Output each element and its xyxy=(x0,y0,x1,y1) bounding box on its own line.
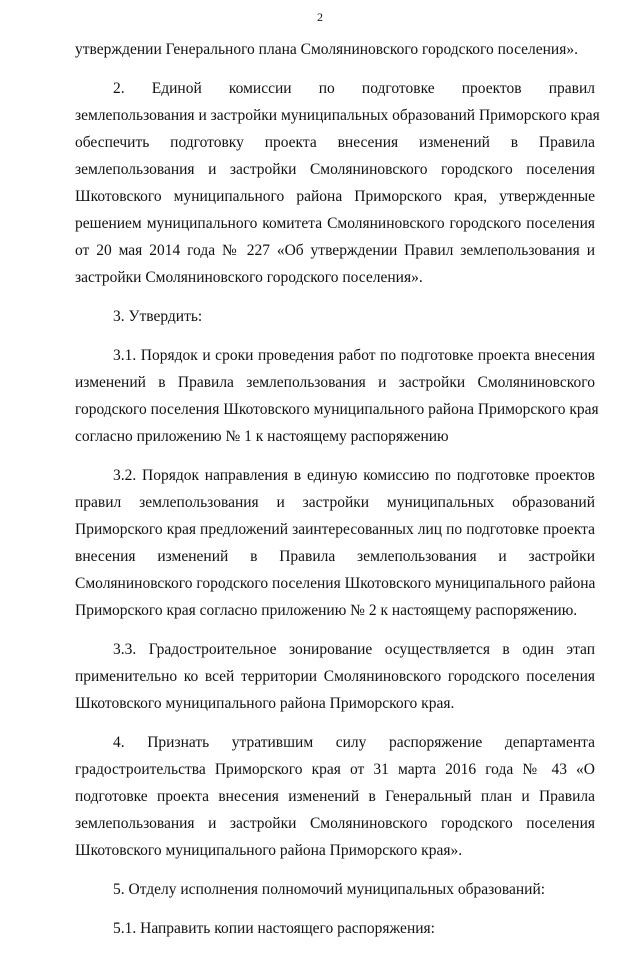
text-line: Смоляниновского городского поселения Шкотовского муниципального района xyxy=(75,575,596,592)
text-line: изменений в Правила землепользования и застройки Смоляниновского xyxy=(75,374,595,391)
text-line: Шкотовского муниципального района Приморского края, утвержденные xyxy=(75,188,595,205)
text-line: градостроительства Приморского края от 31 марта 2016 года № 43 «О xyxy=(75,761,595,778)
text-line: подготовке проекта внесения изменений в Генеральный план и Правила xyxy=(75,788,595,805)
text-line: согласно приложению № 1 к настоящему распоряжению xyxy=(75,428,449,445)
text-line: Шкотовского муниципального района Приморского края. xyxy=(75,695,455,712)
document-body xyxy=(75,36,600,954)
text-line: 3. Утвердить: xyxy=(113,308,203,325)
text-line: правил землепользования и застройки муниципальных образований xyxy=(75,494,595,511)
paragraph xyxy=(75,729,595,864)
text-line: от 20 мая 2014 года № 227 «Об утверждении Правил землепользования и xyxy=(75,242,595,259)
text-line: Приморского края предложений заинтересованных лиц по подготовке проекта xyxy=(75,521,595,538)
text-line: 5. Отделу исполнения полномочий муниципальных образований: xyxy=(113,881,546,898)
text-line: 3.1. Порядок и сроки проведения работ по подготовке проекта внесения xyxy=(113,347,595,364)
text-line: городского поселения Шкотовского муниципального района Приморского края xyxy=(75,401,599,418)
text-line: обеспечить подготовку проекта внесения изменений в Правила xyxy=(75,134,595,151)
paragraph xyxy=(75,303,595,330)
text-line: землепользования и застройки Смоляниновского городского поселения xyxy=(75,161,595,178)
text-line: применительно ко всей территории Смоляниновского городского поселения xyxy=(75,668,595,685)
text-line: 5.1. Направить копии настоящего распоряжения: xyxy=(113,920,435,937)
text-line: 3.2. Порядок направления в единую комиссию по подготовке проектов xyxy=(113,467,595,484)
text-line: 2. Единой комиссии по подготовке проектов правил xyxy=(113,80,595,97)
text-line: землепользования и застройки муниципальных образований Приморского края xyxy=(75,107,600,124)
paragraph xyxy=(75,876,595,903)
text-line: Приморского края согласно приложению № 2 к настоящему распоряжению. xyxy=(75,602,578,619)
text-line: решением муниципального комитета Смоляниновского городского поселения xyxy=(75,215,595,232)
paragraph xyxy=(75,462,595,624)
paragraph xyxy=(75,636,595,717)
paragraph xyxy=(75,915,595,942)
text-line: землепользования и застройки Смоляниновского городского поселения xyxy=(75,815,595,832)
text-line: утверждении Генерального плана Смоляниновского городского поселения». xyxy=(75,41,578,58)
text-line: Шкотовского муниципального района Приморского края». xyxy=(75,842,463,859)
paragraph xyxy=(75,342,599,450)
text-line: 3.3. Градостроительное зонирование осуществляется в один этап xyxy=(113,641,595,658)
text-line: застройки Смоляниновского городского поселения». xyxy=(75,269,423,286)
text-line: внесения изменений в Правила землепользования и застройки xyxy=(75,548,595,565)
page-number: 2 xyxy=(317,10,323,24)
paragraph xyxy=(75,75,600,291)
text-line: 4. Признать утратившим силу распоряжение департамента xyxy=(113,734,595,751)
paragraph xyxy=(75,36,595,63)
